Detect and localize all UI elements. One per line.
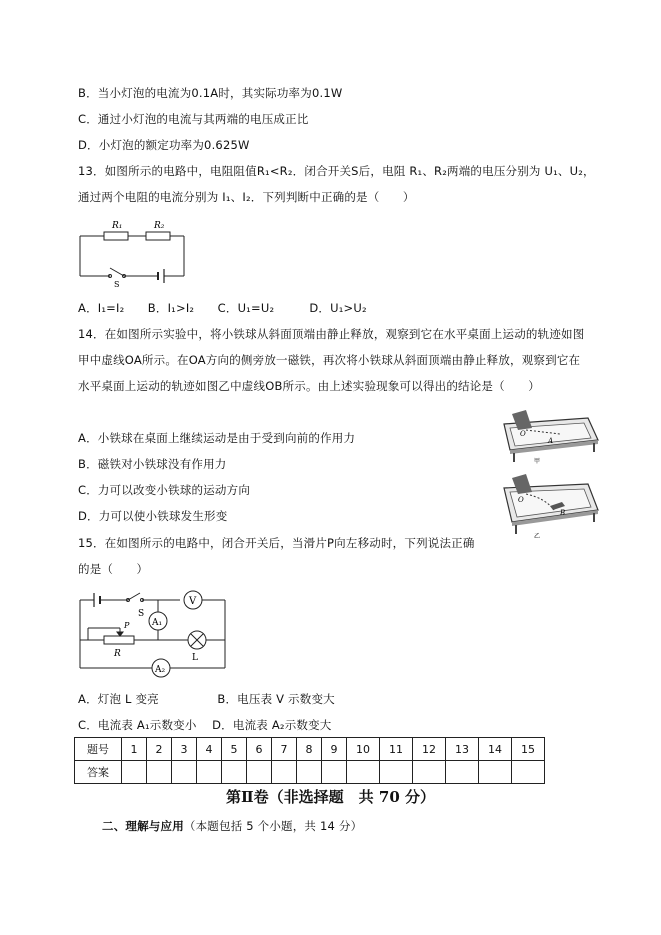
label-b: B xyxy=(560,509,566,517)
answer-cell[interactable] xyxy=(122,761,147,784)
circuit-diagram-q13 xyxy=(80,216,190,288)
section-2-heading xyxy=(102,818,362,834)
table-cell: 6 xyxy=(247,738,272,761)
q14-option-d: D．力可以使小铁球发生形变 xyxy=(78,509,228,523)
row-label-answers: 答案 xyxy=(75,761,122,784)
section-2-title: 第Ⅱ卷（非选择题 共 70 分） xyxy=(226,788,435,806)
question-14-line1: 14．在如图所示实验中，将小铁球从斜面顶端由静止释放，观察到它在水平桌面上运动的轨迹如图 xyxy=(78,327,585,341)
answer-cell[interactable] xyxy=(172,761,197,784)
answer-cell[interactable] xyxy=(380,761,413,784)
option-c-q12: C．通过小灯泡的电流与其两端的电压成正比 xyxy=(78,112,309,126)
q14-option-b: B．磁铁对小铁球没有作用力 xyxy=(78,457,227,471)
option-d-q12: D．小灯泡的额定功率为0.625W xyxy=(78,138,250,152)
answer-table xyxy=(74,737,545,784)
question-15-line2: 的是（ ） xyxy=(78,562,149,576)
answer-cell[interactable] xyxy=(479,761,512,784)
answer-cell[interactable] xyxy=(512,761,545,784)
table-cell: 14 xyxy=(479,738,512,761)
label-yi: 乙 xyxy=(534,533,541,540)
answer-cell[interactable] xyxy=(197,761,222,784)
question-13-options: A．I₁=I₂ B．I₁>I₂ C．U₁=U₂ D．U₁>U₂ xyxy=(78,301,367,315)
question-15-line1: 15．在如图所示的电路中，闭合开关后，当滑片P向左移动时，下列说法正确 xyxy=(78,536,475,550)
experiment-figure-yi xyxy=(490,470,600,540)
label-switch-s: S xyxy=(138,609,145,619)
answer-cell[interactable] xyxy=(347,761,380,784)
row-label-numbers: 题号 xyxy=(75,738,122,761)
label-o-jia: O xyxy=(520,430,526,438)
label-r2: R₂ xyxy=(154,221,165,231)
table-row-numbers xyxy=(75,738,545,761)
table-cell: 11 xyxy=(380,738,413,761)
table-cell: 2 xyxy=(147,738,172,761)
question-14-line3: 水平桌面上运动的轨迹如图乙中虚线OB所示。由上述实验现象可以得出的结论是（ ） xyxy=(78,379,540,393)
q14-option-c: C．力可以改变小铁球的运动方向 xyxy=(78,483,251,497)
question-13-line1: 13．如图所示的电路中，电阻阻值R₁<R₂．闭合开关S后，电阻 R₁、R₂两端的电压分别为 U₁、U₂， xyxy=(78,164,595,178)
question-13-line2: 通过两个电阻的电流分别为 I₁、I₂．下列判断中正确的是（ ） xyxy=(78,190,415,204)
table-cell: 1 xyxy=(122,738,147,761)
label-a: A xyxy=(548,437,554,445)
label-r1: R₁ xyxy=(112,221,123,231)
table-cell: 13 xyxy=(446,738,479,761)
circuit-diagram-q15 xyxy=(80,588,230,680)
table-row-answers xyxy=(75,761,545,784)
table-cell: 15 xyxy=(512,738,545,761)
q15-options-ab: A．灯泡 L 变亮 B．电压表 V 示数变大 xyxy=(78,692,335,706)
ammeter-a1: A₁ xyxy=(152,618,163,628)
table-cell: 5 xyxy=(222,738,247,761)
label-lamp-l: L xyxy=(192,653,198,663)
table-cell: 9 xyxy=(322,738,347,761)
label-s: S xyxy=(114,280,120,289)
label-p: P xyxy=(124,621,130,630)
table-cell: 3 xyxy=(172,738,197,761)
answer-cell[interactable] xyxy=(272,761,297,784)
answer-cell[interactable] xyxy=(322,761,347,784)
option-b-q12: B．当小灯泡的电流为0.1A时，其实际功率为0.1W xyxy=(78,86,343,100)
answer-cell[interactable] xyxy=(297,761,322,784)
answer-cell[interactable] xyxy=(446,761,479,784)
table-cell: 4 xyxy=(197,738,222,761)
label-o-yi: O xyxy=(518,496,524,504)
label-jia: 甲 xyxy=(534,458,541,465)
table-cell: 7 xyxy=(272,738,297,761)
answer-cell[interactable] xyxy=(413,761,446,784)
label-r: R xyxy=(114,649,121,659)
answer-cell[interactable] xyxy=(147,761,172,784)
answer-cell[interactable] xyxy=(247,761,272,784)
table-cell: 12 xyxy=(413,738,446,761)
experiment-figure-jia xyxy=(490,406,600,464)
answer-cell[interactable] xyxy=(222,761,247,784)
q15-options-cd: C．电流表 A₁示数变小 D．电流表 A₂示数变大 xyxy=(78,718,332,732)
section-2-heading-note: （本题包括 5 个小题，共 14 分） xyxy=(183,819,363,833)
q14-option-a: A．小铁球在桌面上继续运动是由于受到向前的作用力 xyxy=(78,431,356,445)
voltmeter-v: V xyxy=(189,596,197,607)
table-cell: 10 xyxy=(347,738,380,761)
ammeter-a2: A₂ xyxy=(155,665,166,675)
table-cell: 8 xyxy=(297,738,322,761)
question-14-line2: 甲中虚线OA所示。在OA方向的侧旁放一磁铁，再次将小铁球从斜面顶端由静止释放，观察到它在 xyxy=(78,353,581,367)
section-2-heading-label: 二、理解与应用 xyxy=(102,819,184,833)
